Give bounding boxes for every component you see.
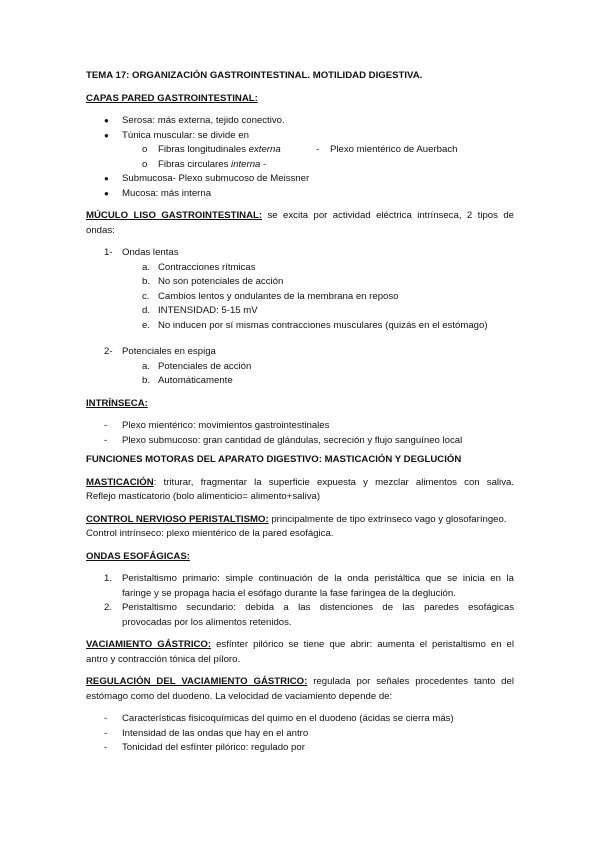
musculo-paragraph-line1: [86, 209, 514, 224]
vaciamiento-line1: [86, 638, 514, 653]
dash-marker: -: [104, 434, 108, 446]
list-item: [86, 360, 514, 375]
title-rest: : ORGANIZACIÓN GASTROINTESTINAL. MOTILIDAD DIGESTIVA.: [126, 70, 423, 81]
list-item: [86, 114, 514, 129]
list-item: [86, 187, 514, 202]
item-text: No inducen por sí mismas contracciones musculares (quizás en el estómago): [158, 319, 488, 331]
sub-bullet-marker: o: [142, 144, 148, 155]
list-item: [86, 345, 514, 360]
list-item: [86, 304, 514, 319]
control-line2: Control intrínseco: plexo mientérico de la pared esofágica.: [86, 528, 334, 539]
ondas-esofagicas-heading-text: ONDAS ESOFÁGICAS:: [86, 550, 190, 562]
control-line1: [86, 513, 514, 528]
item-text: Plexo submucoso: gran cantidad de glándulas, secreción y flujo sanguíneo local: [122, 434, 463, 446]
list-item: [86, 419, 514, 434]
vaciamiento-heading: VACIAMIENTO GÁSTRICO:: [86, 639, 212, 650]
vaciamiento-line2: antro y contracción tónica del píloro.: [86, 653, 241, 665]
page-title: [86, 69, 514, 84]
item-text-line1: Peristaltismo secundario: debida a las distenciones de las paredes esofágicas: [122, 602, 514, 613]
list-item: [86, 172, 514, 187]
serosa-text: Serosa: más externa, tejido conectivo.: [122, 115, 285, 126]
regulacion-line1: [86, 675, 514, 690]
item-text: Características fisicoquímicas del quimo en el duodeno (ácidas se cierra más): [122, 713, 454, 724]
list-item: [86, 246, 514, 261]
list-item: [86, 434, 514, 449]
vaciamiento-text: esfínter pilórico se tiene que abrir: aumenta el peristaltismo en el: [211, 639, 514, 650]
item-text: Intensidad de las ondas que hay en el antro: [122, 727, 309, 739]
sub1-dash: -: [316, 144, 320, 155]
musculo-heading: MÚCULO LISO GASTROINTESTINAL:: [86, 210, 263, 221]
list-item: [86, 290, 514, 305]
intrinseca-heading-text: INTRÍNSECA:: [86, 397, 148, 409]
ondas-lentas-label: Ondas lentas: [122, 247, 179, 258]
item-marker: a.: [142, 360, 151, 372]
item-text: Tonicidad del esfínter pilórico: regulado por: [122, 742, 305, 753]
bullet-icon: ●: [104, 130, 109, 140]
potenciales-number: 2-: [104, 346, 113, 357]
dash-marker: -: [104, 742, 108, 753]
funciones-heading: FUNCIONES MOTORAS DEL APARATO DIGESTIVO: MASTICACIÓN Y DEGLUCIÓN: [86, 454, 462, 465]
item-marker: 1.: [104, 573, 113, 584]
interna-text: interna: [231, 158, 261, 170]
potenciales-label: Potenciales en espiga: [122, 346, 216, 357]
regulacion-text: regulada por señales procedentes tanto del: [307, 676, 514, 687]
item-text: Contracciones rítmicas: [158, 261, 256, 273]
fibras-longitudinales-line: [158, 143, 281, 158]
item-text-line2: faringe y se propaga hacia el esófago durante la fase faríngea de la deglución.: [122, 587, 456, 599]
item-text: Cambios lentos y ondulantes de la membrana en reposo: [158, 290, 399, 302]
tunica-text: Túnica muscular: se divide en: [122, 129, 249, 141]
ondas-esofagicas-heading: [86, 550, 514, 565]
item-text: Potenciales de acción: [158, 360, 252, 372]
item-text: No son potenciales de acción: [158, 276, 284, 287]
document-content: [86, 69, 514, 756]
item-text-line2: provocadas por los alimentos retenidos.: [122, 616, 292, 628]
item-marker: d.: [142, 305, 151, 316]
list-item: [86, 712, 514, 727]
item-marker: 2.: [104, 602, 113, 613]
masticacion-heading: MASTICACIÓN: [86, 476, 154, 488]
externa-text: externa: [248, 144, 281, 155]
list-item: [86, 374, 514, 389]
list-item: [86, 275, 514, 290]
masticacion-line1: [86, 476, 514, 491]
item-text-line1: Peristaltismo primario: simple continuación de la onda peristáltica que se inicia en la: [122, 573, 514, 584]
item-text: INTENSIDAD: 5-15 mV: [158, 305, 258, 316]
list-item: [86, 261, 514, 276]
fibras-longitudinales-text: Fibras longitudinales: [158, 144, 249, 155]
fibras-circulares-text: Fibras circulares: [158, 158, 232, 170]
item-text: Plexo mientérico: movimientos gastrointestinales: [122, 420, 330, 431]
sub2-dash: -: [260, 158, 267, 170]
control-heading: CONTROL NERVIOSO PERISTALTISMO:: [86, 513, 269, 525]
list-item: [86, 143, 514, 158]
item-marker: b.: [142, 276, 151, 287]
masticacion-text: : triturar, fragmentar la superficie expuesta y mezclar alimentos con saliva.: [153, 476, 514, 488]
list-item: [86, 601, 514, 630]
list-item: [86, 129, 514, 144]
masticacion-line2: Reflejo masticatorio (bolo alimenticio= alimento+saliva): [86, 491, 321, 502]
bullet-icon: ●: [104, 188, 109, 198]
list-item: [86, 319, 514, 334]
item-text: Automáticamente: [158, 375, 233, 386]
submucosa-text: Submucosa- Plexo submucoso de Meissner: [122, 173, 310, 184]
fibras-circulares-line: [158, 158, 266, 173]
bullet-icon: ●: [104, 116, 109, 125]
regulacion-line2: estómago como del duodeno. La velocidad de vaciamiento depende de:: [86, 690, 393, 702]
regulacion-heading: REGULACIÓN DEL VACIAMIENTO GÁSTRICO:: [86, 676, 308, 687]
capas-heading-text: CAPAS PARED GASTROINTESTINAL:: [86, 92, 258, 104]
dash-marker: -: [104, 713, 108, 724]
list-item: [86, 158, 514, 173]
list-item: [86, 727, 514, 742]
bullet-icon: ●: [104, 174, 109, 183]
dash-marker: -: [104, 727, 108, 739]
control-text: principalmente de tipo extrínseco vago y glosofaríngeo.: [268, 513, 507, 525]
dash-marker: -: [104, 420, 108, 431]
musculo-line1: se excita por actividad eléctrica intrínseca, 2 tipos de: [262, 210, 515, 221]
item-marker: b.: [142, 375, 151, 386]
item-marker: c.: [142, 290, 150, 302]
intrinseca-heading: [86, 397, 514, 412]
title-prefix: TEMA 17: [86, 70, 127, 81]
capas-heading: [86, 92, 514, 107]
ondas-lentas-number: 1-: [104, 247, 113, 258]
list-item: [86, 741, 514, 756]
plexo-auerbach-text: Plexo mientérico de Auerbach: [330, 144, 458, 155]
list-item: [86, 572, 514, 601]
item-marker: a.: [142, 261, 151, 273]
item-marker: e.: [142, 319, 151, 331]
sub-bullet-marker: o: [142, 158, 148, 170]
mucosa-text: Mucosa: más interna: [122, 187, 212, 199]
musculo-line2: ondas:: [86, 224, 115, 236]
